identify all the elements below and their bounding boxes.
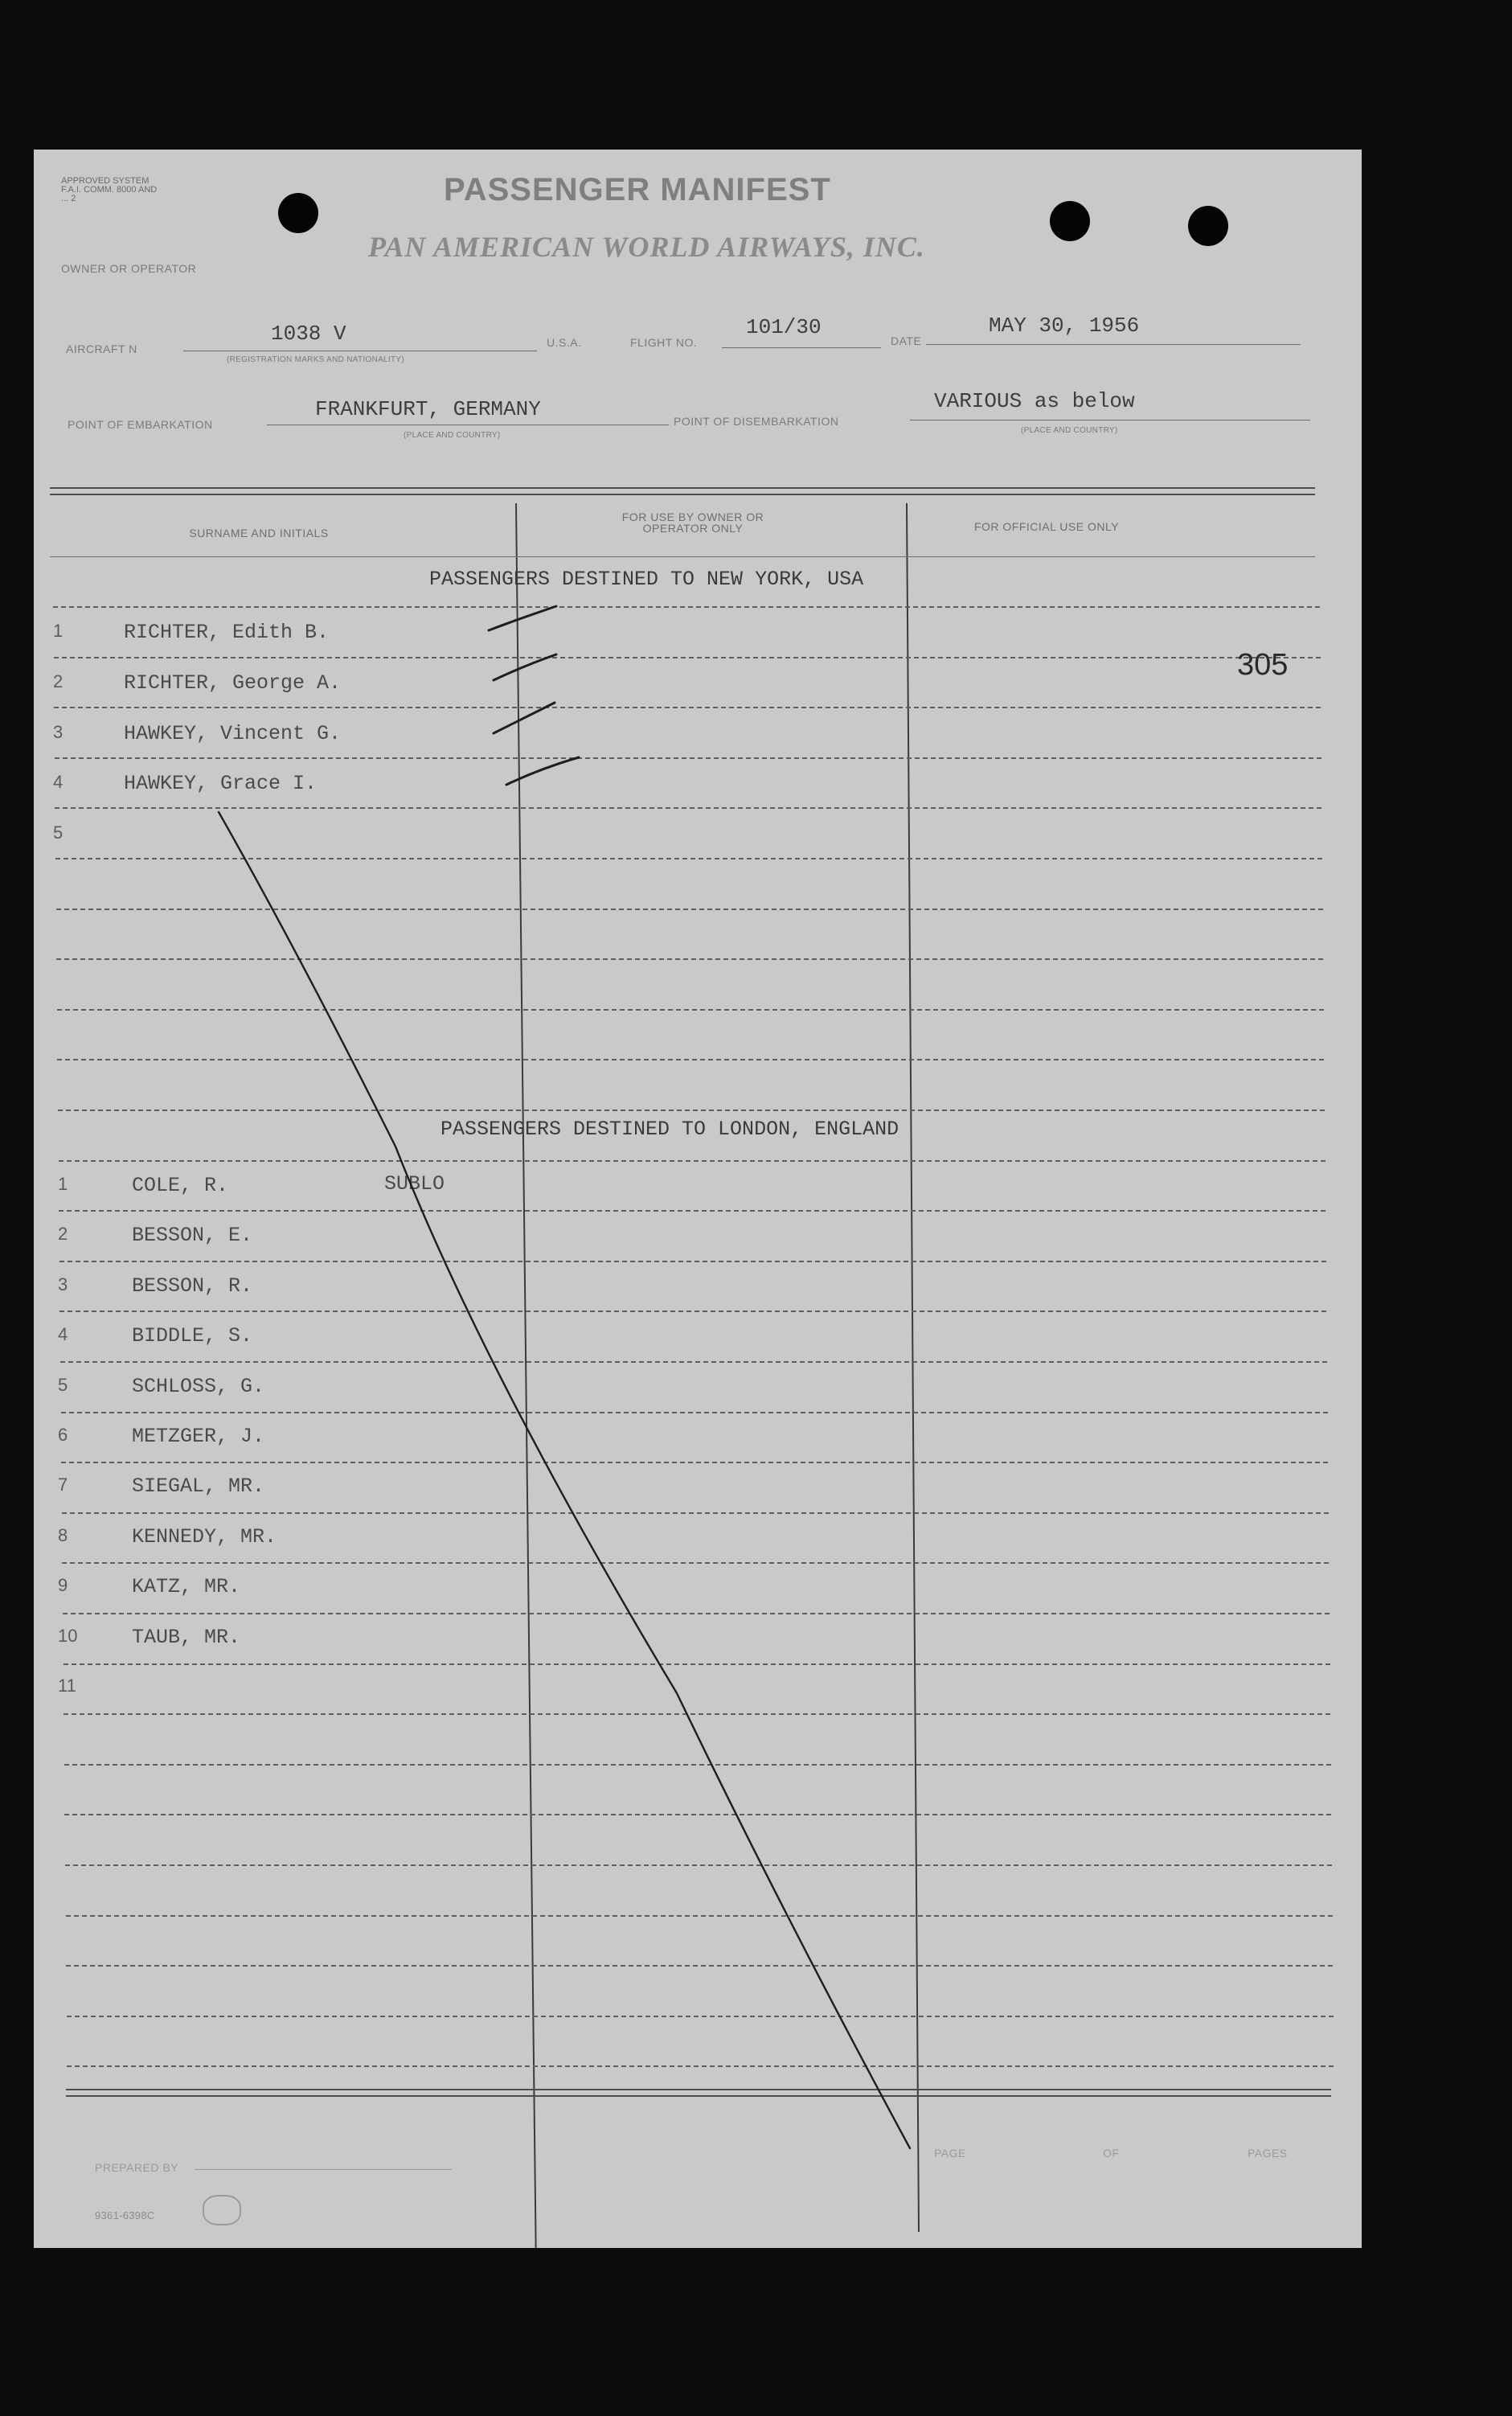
passenger-name: BIDDLE, S. [132, 1324, 253, 1347]
date-value: MAY 30, 1956 [989, 314, 1140, 338]
column-official-use: FOR OFFICIAL USE ONLY [973, 520, 1120, 533]
embarkation-value: FRANKFURT, GERMANY [315, 397, 541, 421]
passenger-name: TAUB, MR. [132, 1626, 241, 1649]
row-number: 10 [58, 1626, 78, 1646]
flight-label: FLIGHT NO. [630, 336, 698, 349]
passenger-name: COLE, R. [132, 1174, 229, 1197]
row-number: 6 [58, 1425, 68, 1445]
official-stamp: 305 [1237, 648, 1289, 682]
form-number: 9361-6398C [95, 2209, 155, 2221]
section-heading-london: PASSENGERS DESTINED TO LONDON, ENGLAND [440, 1118, 899, 1141]
passenger-name: BESSON, E. [132, 1224, 253, 1247]
of-label: OF [1103, 2147, 1120, 2160]
page-label: PAGE [934, 2147, 966, 2160]
disembarkation-caption: (PLACE AND COUNTRY) [1021, 426, 1118, 435]
manifest-sheet [34, 150, 1362, 2248]
passenger-name: SIEGAL, MR. [132, 1475, 265, 1498]
row-number: 1 [53, 621, 64, 641]
passenger-name: KATZ, MR. [132, 1575, 241, 1598]
embarkation-caption: (PLACE AND COUNTRY) [404, 431, 501, 440]
registration-caption: (REGISTRATION MARKS AND NATIONALITY) [227, 355, 405, 364]
flight-value: 101/30 [746, 315, 822, 339]
row-number: 4 [58, 1324, 68, 1344]
cancel-marks [34, 150, 1362, 2248]
check-mark-1 [489, 606, 556, 630]
usa-label: U.S.A. [547, 336, 582, 349]
column-surname: SURNAME AND INITIALS [189, 527, 329, 539]
pages-label: PAGES [1248, 2147, 1288, 2160]
date-label: DATE [891, 334, 922, 347]
embarkation-label: POINT OF EMBARKATION [68, 418, 213, 431]
check-mark-3 [494, 703, 555, 733]
approval-note: APPROVED SYSTEM F.A.I. COMM. 8000 AND ... 2 [61, 176, 158, 203]
row-number: 4 [53, 772, 64, 792]
section-heading-new-york: PASSENGERS DESTINED TO NEW YORK, USA [429, 568, 864, 591]
disembarkation-label: POINT OF DISEMBARKATION [674, 415, 839, 428]
aircraft-value: 1038 V [271, 322, 346, 346]
check-mark-2 [494, 654, 556, 680]
row-number: 3 [58, 1274, 68, 1294]
page-title: PASSENGER MANIFEST [444, 172, 831, 207]
row-number: 8 [58, 1525, 68, 1545]
disembarkation-value: VARIOUS as below [934, 389, 1135, 413]
passenger-name: SCHLOSS, G. [132, 1375, 265, 1398]
row-number: 5 [53, 822, 64, 843]
passenger-name: HAWKEY, Vincent G. [124, 722, 342, 745]
row-number: 11 [58, 1676, 76, 1696]
check-mark-4 [506, 757, 579, 785]
passenger-name: BESSON, R. [132, 1274, 253, 1298]
row-number: 2 [53, 671, 64, 691]
row-number: 9 [58, 1575, 68, 1595]
row-number: 7 [58, 1475, 68, 1495]
aircraft-label: AIRCRAFT N [66, 343, 137, 355]
passenger-name: RICHTER, George A. [124, 671, 342, 695]
sublo-note: SUBLO [384, 1172, 445, 1196]
passenger-name: HAWKEY, Grace I. [124, 772, 318, 795]
owner-operator-label: OWNER OR OPERATOR [61, 262, 197, 275]
row-number: 3 [53, 722, 64, 742]
company-name: PAN AMERICAN WORLD AIRWAYS, INC. [368, 231, 925, 263]
passenger-name: METZGER, J. [132, 1425, 265, 1448]
passenger-name: RICHTER, Edith B. [124, 621, 330, 644]
prepared-by-label: PREPARED BY [95, 2161, 179, 2174]
row-number: 5 [58, 1375, 68, 1395]
row-number: 1 [58, 1174, 68, 1194]
cancel-diagonal-line [219, 812, 910, 2148]
column-owner-use: FOR USE BY OWNER OR OPERATOR ONLY [621, 511, 764, 535]
passenger-name: KENNEDY, MR. [132, 1525, 277, 1548]
row-number: 2 [58, 1224, 68, 1244]
